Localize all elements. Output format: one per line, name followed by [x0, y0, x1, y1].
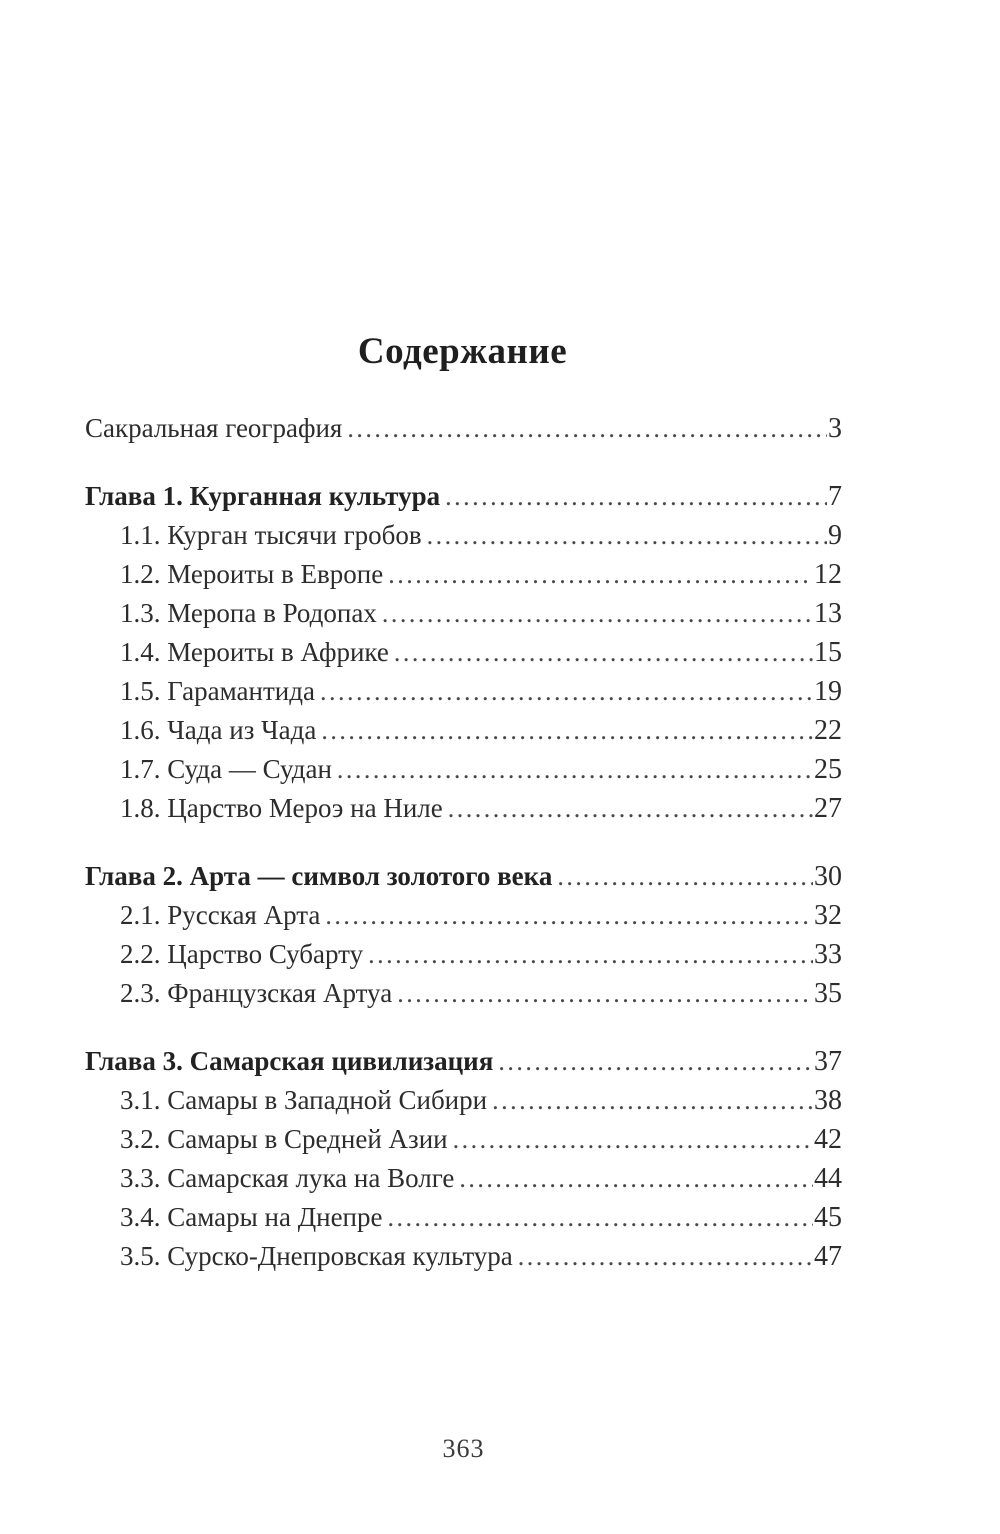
toc-entry-label: 1.5. Гарамантида	[120, 676, 315, 706]
toc-entry-label: Глава 2. Арта — символ золотого века	[85, 861, 553, 891]
toc-leader-dots	[459, 1159, 813, 1198]
toc-row	[85, 1237, 842, 1276]
toc-row	[85, 594, 842, 633]
toc-entry-label: 1.1. Курган тысячи гробов	[120, 520, 422, 550]
toc-entry-label: 3.1. Самары в Западной Сибири	[120, 1085, 488, 1115]
toc-leader-dots	[382, 594, 813, 633]
toc-chapter-row	[85, 857, 842, 896]
toc-leader-dots	[557, 857, 813, 896]
toc-entry-page: 47	[814, 1241, 842, 1272]
toc-row	[85, 672, 842, 711]
toc-row	[85, 516, 842, 555]
toc-chapter-row	[85, 477, 842, 516]
toc-entry-page: 15	[814, 637, 842, 668]
toc-leader-dots	[492, 1081, 813, 1120]
toc-row	[85, 633, 842, 672]
toc-row	[85, 789, 842, 828]
toc-entry-page: 42	[814, 1124, 842, 1155]
toc-entry-page: 44	[814, 1163, 842, 1194]
toc-row	[85, 1081, 842, 1120]
toc-entry-label: 1.4. Мероиты в Африке	[120, 637, 389, 667]
toc-row	[85, 935, 842, 974]
toc-leader-dots	[397, 974, 813, 1013]
toc-leader-dots	[394, 633, 813, 672]
toc-list	[85, 409, 842, 1276]
toc-entry-label: 3.2. Самары в Средней Азии	[120, 1124, 448, 1154]
toc-chapter-row	[85, 1042, 842, 1081]
toc-entry-page: 32	[814, 900, 842, 931]
toc-entry-label: 1.3. Меропа в Родопах	[120, 598, 377, 628]
toc-entry-page: 27	[814, 793, 842, 824]
toc-row	[85, 1120, 842, 1159]
toc-leader-dots	[453, 1120, 813, 1159]
toc-leader-dots	[347, 409, 827, 448]
toc-leader-dots	[498, 1042, 813, 1081]
toc-row	[85, 555, 842, 594]
toc-row	[85, 896, 842, 935]
toc-leader-dots	[518, 1237, 813, 1276]
toc-row	[85, 409, 842, 448]
toc-leader-dots	[325, 896, 813, 935]
toc-entry-label: 3.3. Самарская лука на Волге	[120, 1163, 455, 1193]
toc-entry-label: Сакральная география	[85, 413, 343, 443]
toc-entry-page: 12	[814, 559, 842, 590]
toc-entry-label: 2.1. Русская Арта	[120, 900, 321, 930]
toc-leader-dots	[388, 555, 813, 594]
toc-entry-page: 3	[828, 413, 842, 444]
toc-entry-label: 3.5. Сурско-Днепровская культура	[120, 1241, 513, 1271]
toc-entry-page: 25	[814, 754, 842, 785]
toc-row	[85, 750, 842, 789]
toc-entry-page: 22	[814, 715, 842, 746]
toc-entry-page: 33	[814, 939, 842, 970]
toc-row	[85, 711, 842, 750]
toc-leader-dots	[320, 672, 813, 711]
toc-entry-page: 9	[828, 520, 842, 551]
toc-entry-page: 38	[814, 1085, 842, 1116]
toc-entry-label: 3.4. Самары на Днепре	[120, 1202, 383, 1232]
toc-row	[85, 974, 842, 1013]
toc-row	[85, 1198, 842, 1237]
toc-leader-dots	[427, 516, 827, 555]
toc-entry-page: 13	[814, 598, 842, 629]
toc-entry-page: 7	[828, 481, 842, 512]
toc-entry-label: 2.3. Французская Артуа	[120, 978, 393, 1008]
toc-entry-label: 1.7. Суда — Судан	[120, 754, 332, 784]
toc-entry-label: Глава 1. Курганная культура	[85, 481, 441, 511]
toc-entry-page: 45	[814, 1202, 842, 1233]
toc-leader-dots	[448, 789, 813, 828]
toc-leader-dots	[368, 935, 813, 974]
toc-entry-page: 37	[814, 1046, 842, 1077]
toc-entry-page: 19	[814, 676, 842, 707]
toc-entry-label: Глава 3. Самарская цивилизация	[85, 1046, 494, 1076]
toc-leader-dots	[337, 750, 813, 789]
toc-leader-dots	[445, 477, 827, 516]
toc-entry-label: 2.2. Царство Субарту	[120, 939, 364, 969]
toc-leader-dots	[321, 711, 813, 750]
toc-entry-page: 30	[814, 861, 842, 892]
toc-entry-label: 1.6. Чада из Чада	[120, 715, 317, 745]
toc-entry-label: 1.2. Мероиты в Европе	[120, 559, 384, 589]
page-number: 363	[442, 1434, 485, 1463]
toc-row	[85, 1159, 842, 1198]
page-title: Содержание	[357, 331, 568, 372]
toc-leader-dots	[388, 1198, 814, 1237]
toc-entry-page: 35	[814, 978, 842, 1009]
toc-entry-label: 1.8. Царство Мероэ на Ниле	[120, 793, 443, 823]
